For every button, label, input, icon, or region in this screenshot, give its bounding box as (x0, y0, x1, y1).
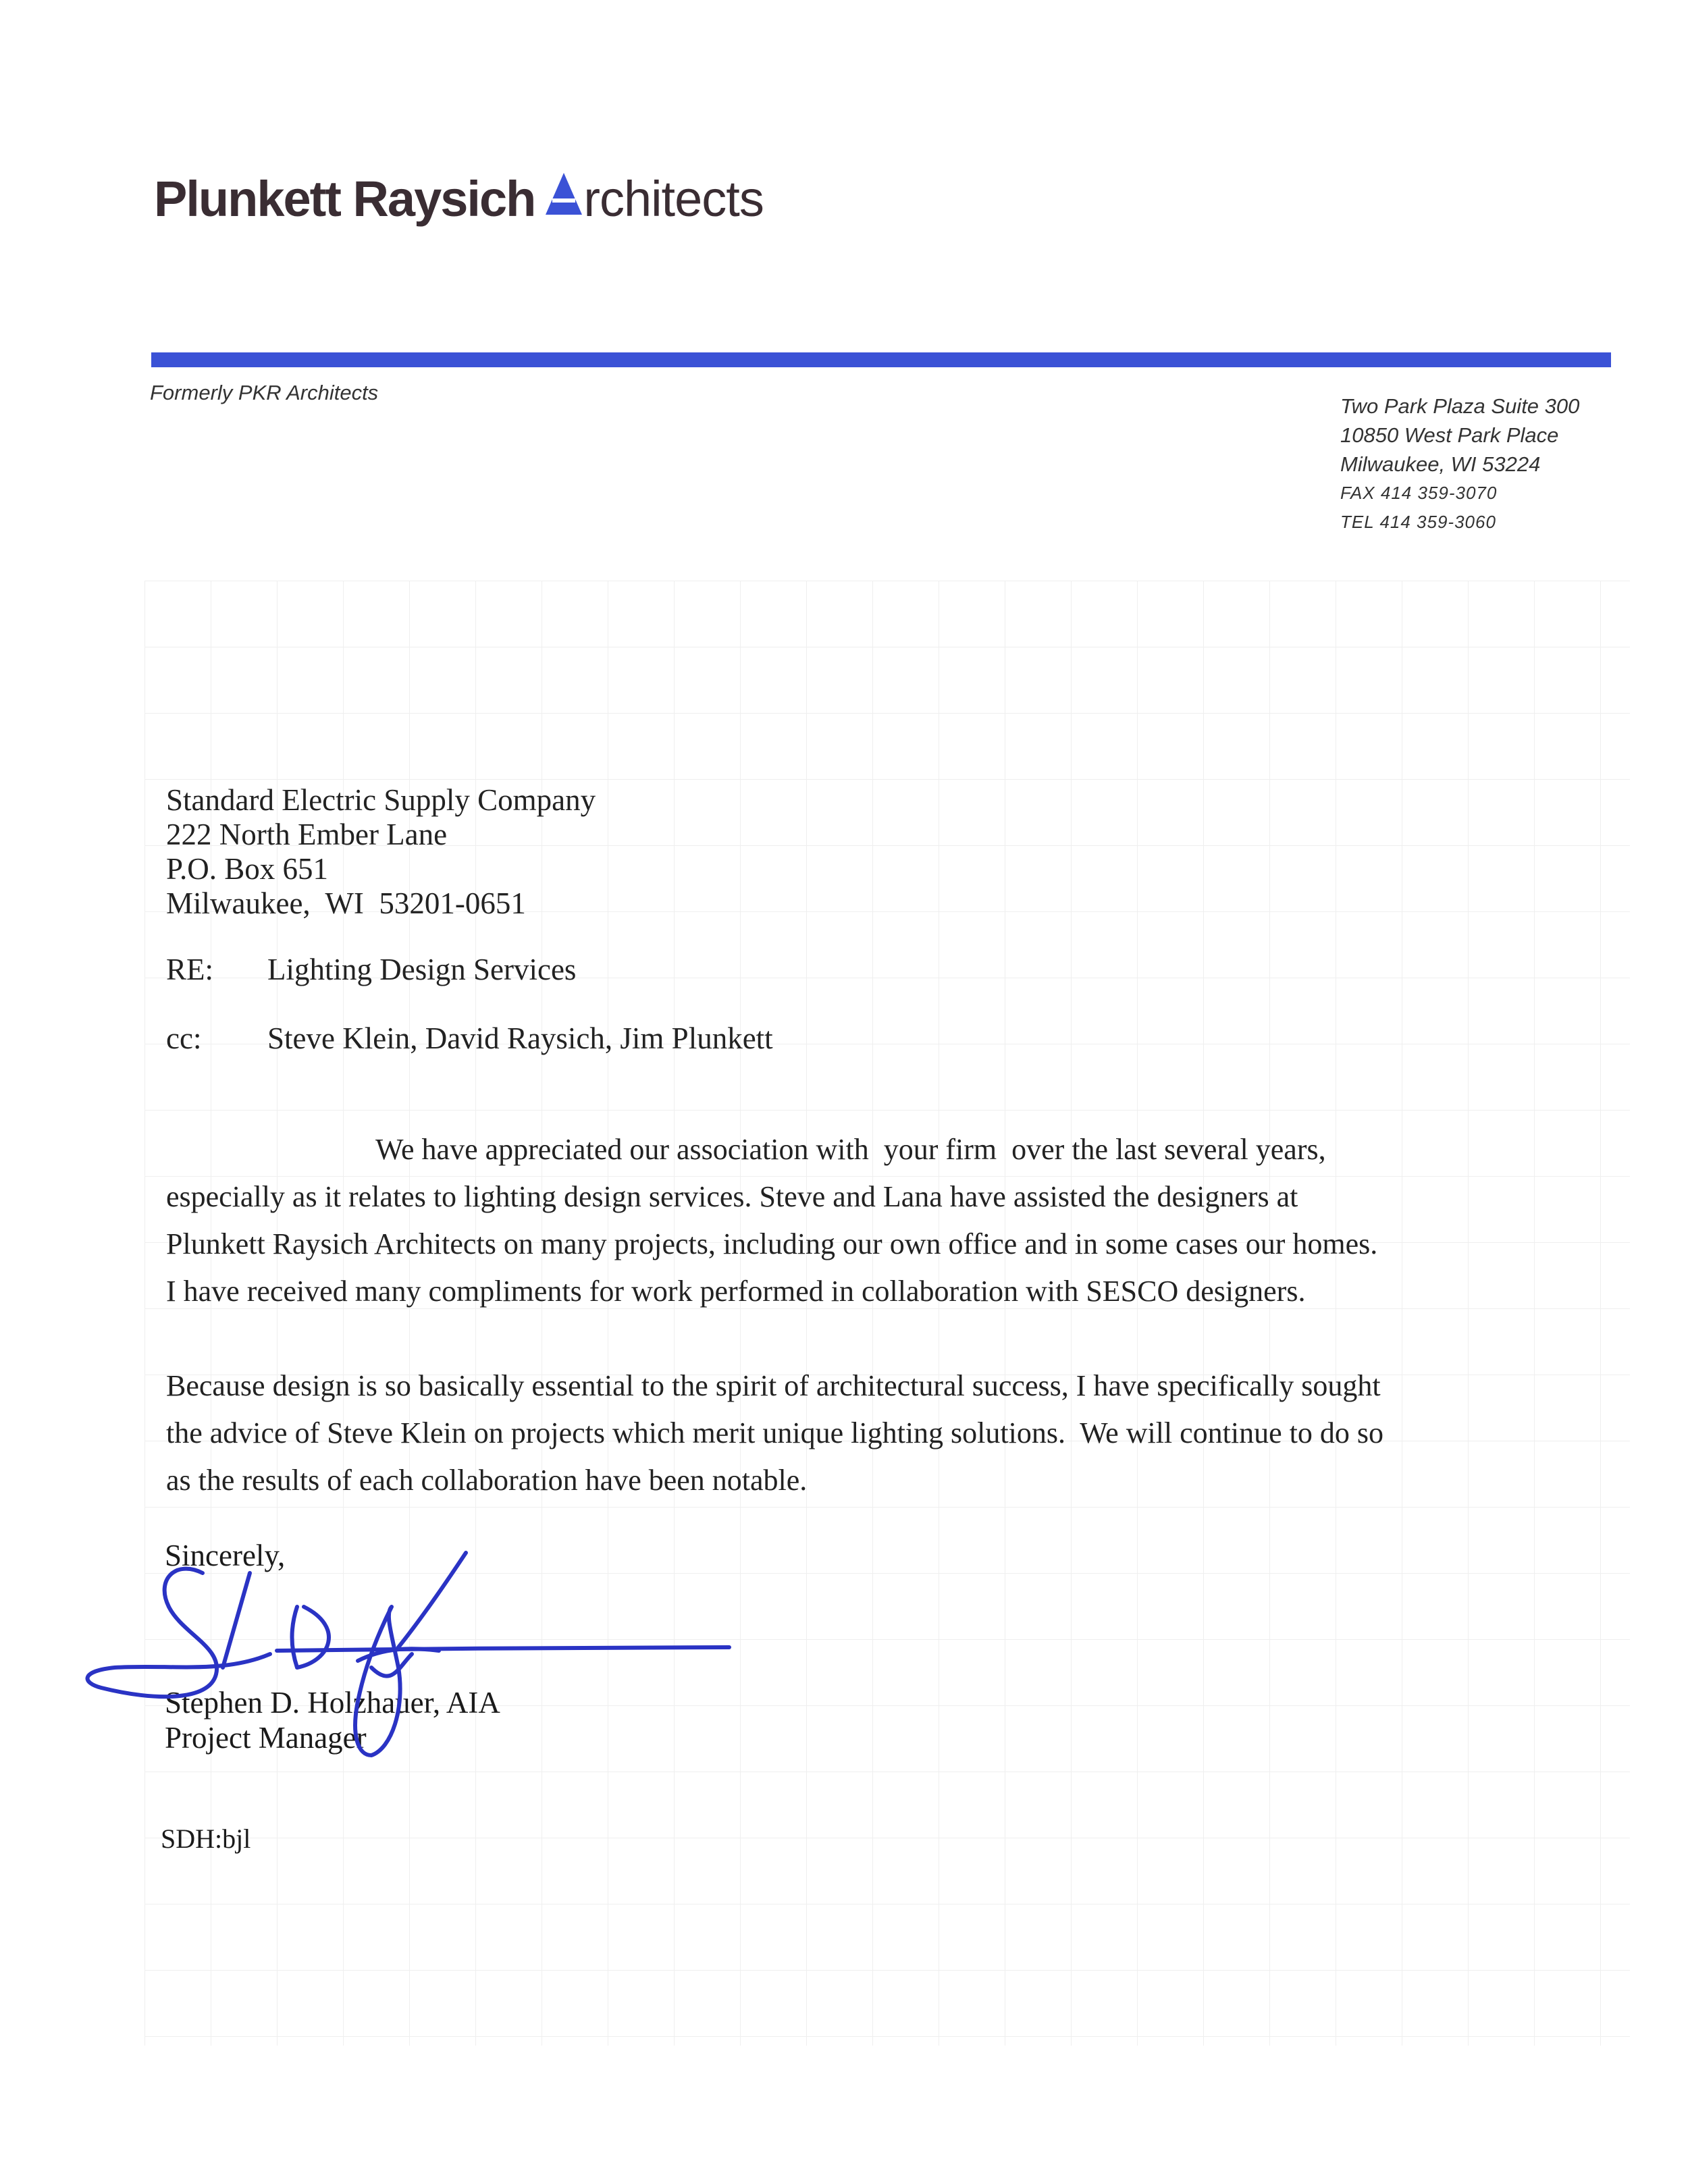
address-line-1: Two Park Plaza Suite 300 (1340, 394, 1580, 418)
tel-number: TEL 414 359-3060 (1340, 512, 1496, 532)
address-line-3: Milwaukee, WI 53224 (1340, 452, 1541, 476)
company-logo (154, 162, 764, 236)
p1-line-4: I have received many compliments for work performed in collaboration with SESCO designers. (166, 1275, 1306, 1308)
recipient-street: 222 North Ember Lane (166, 818, 448, 851)
formerly-note: Formerly PKR Architects (150, 381, 379, 404)
letterhead-rule (151, 352, 1611, 367)
logo-rest-text: rchitects (583, 171, 764, 227)
cc-line (166, 1021, 773, 1056)
closing: Sincerely, (165, 1539, 286, 1572)
re-line (166, 952, 576, 987)
p1-line-2: especially as it relates to lighting design services. Steve and Lana have assisted the designers at (166, 1180, 1298, 1213)
body-paragraph-1 (166, 1126, 1591, 1315)
typist-initials: SDH:bjl (161, 1823, 251, 1854)
cc-text: Steve Klein, David Raysich, Jim Plunkett (267, 1021, 773, 1055)
handwritten-signature (74, 1533, 749, 1776)
body-paragraph-2 (166, 1362, 1591, 1504)
logo-triangle-a (544, 171, 583, 216)
office-address (1340, 392, 1579, 537)
p1-line-1: We have appreciated our association with your firm over the last several years, (375, 1133, 1326, 1166)
recipient-block (166, 783, 1591, 921)
recipient-po-box: P.O. Box 651 (166, 852, 329, 886)
fax-number: FAX 414 359-3070 (1340, 483, 1498, 503)
re-text: Lighting Design Services (267, 953, 577, 986)
recipient-city: Milwaukee, WI 53201-0651 (166, 886, 526, 920)
p1-line-3: Plunkett Raysich Architects on many projects, including our own office and in some cases our homes. (166, 1227, 1378, 1260)
signer-title: Project Manager (165, 1721, 367, 1755)
logo-bold-text: Plunkett Raysich (154, 171, 535, 227)
p2-line-3: as the results of each collaboration have been notable. (166, 1464, 808, 1497)
recipient-company: Standard Electric Supply Company (166, 783, 596, 817)
signer-name: Stephen D. Holzhauer, AIA (165, 1686, 500, 1720)
p2-line-1: Because design is so basically essential to the spirit of architectural success, I have specifically sought (166, 1369, 1381, 1402)
address-line-2: 10850 West Park Place (1340, 423, 1559, 447)
re-label: RE: (166, 953, 214, 986)
p2-line-2: the advice of Steve Klein on projects which merit unique lighting solutions. We will continue to do so (166, 1416, 1384, 1449)
cc-label: cc: (166, 1021, 202, 1055)
